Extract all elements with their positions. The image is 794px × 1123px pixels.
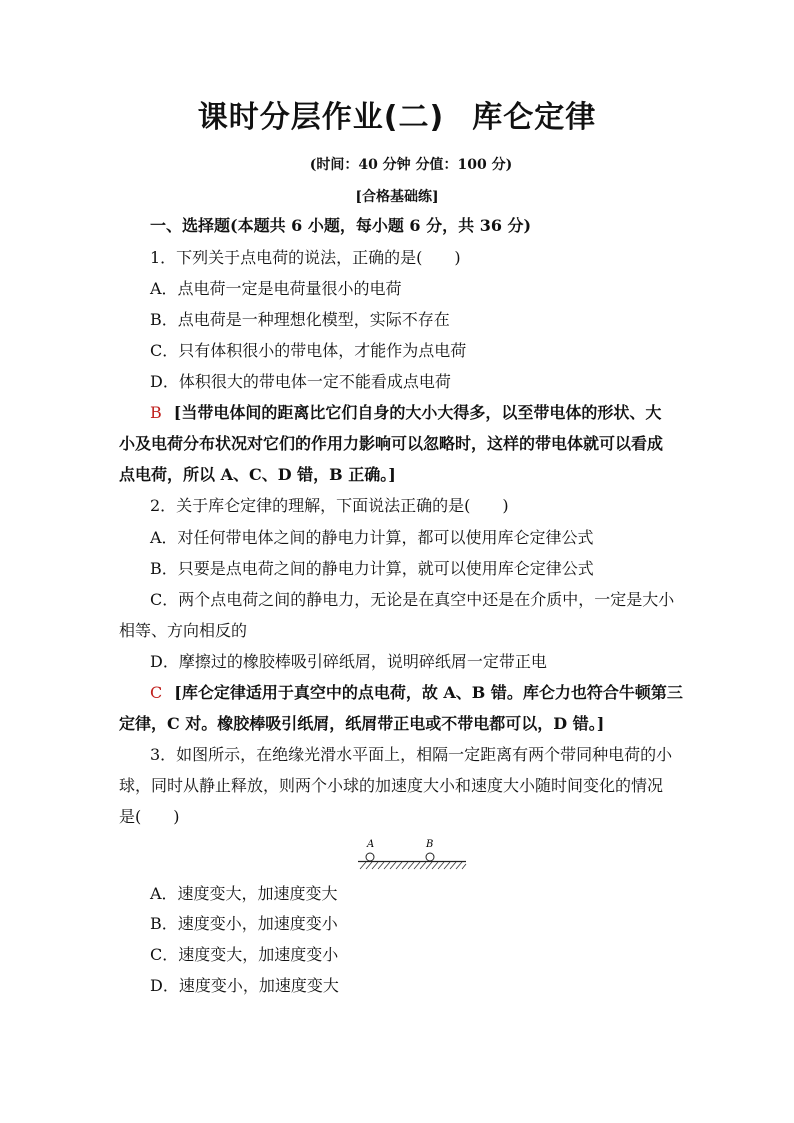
part-heading: 一、选择题(本题共 6 小题，每小题 6 分，共 36 分)	[150, 216, 532, 235]
q2-option-b: B．只要是点电荷之间的静电力计算，就可以使用库仑定律公式	[150, 559, 594, 578]
ball-a	[366, 853, 374, 861]
q1-option-b: B．点电荷是一种理想化模型，实际不存在	[150, 310, 450, 329]
q1-answer-line	[150, 403, 661, 423]
q3-option-a: A．速度变大，加速度变大	[150, 884, 338, 903]
q2-explanation-1: [库仑定律适用于真空中的点电荷，故 A、B 错。库仑力也符合牛顿第三	[174, 683, 683, 702]
q2-option-a: A．对任何带电体之间的静电力计算，都可以使用库仑定律公式	[150, 528, 594, 547]
section-heading: [合格基础练]	[355, 189, 439, 205]
q2-option-d: D．摩擦过的橡胶棒吸引碎纸屑，说明碎纸屑一定带正电	[150, 652, 547, 671]
q2-answer: C	[150, 683, 163, 702]
q2-answer-line	[150, 683, 683, 703]
q1-explanation-2: 小及电荷分布状况对它们的作用力影响可以忽略时，这样的带电体就可以看成	[119, 434, 664, 453]
q1-option-a: A．点电荷一定是电荷量很小的电荷	[150, 279, 402, 298]
q2-option-c-cont: 相等、方向相反的	[119, 621, 248, 640]
q1-explanation-3: 点电荷，所以 A、C、D 错，B 正确。]	[119, 465, 396, 484]
ball-b-label: B	[426, 839, 434, 850]
q3-stem-2: 球，同时从静止释放，则两个小球的加速度大小和速度大小随时间变化的情况	[119, 776, 664, 795]
q2-explanation-2: 定律，C 对。橡胶棒吸引纸屑，纸屑带正电或不带电都可以，D 错。]	[119, 714, 605, 733]
q1-option-d: D．体积很大的带电体一定不能看成点电荷	[150, 372, 451, 391]
q2-stem: 2．关于库仑定律的理解，下面说法正确的是( )	[150, 496, 509, 515]
q3-stem-3: 是( )	[119, 807, 180, 826]
q1-answer: B	[150, 403, 162, 422]
ball-a-label: A	[367, 839, 375, 850]
two-charged-balls-figure	[352, 838, 472, 872]
surface-hatching	[360, 862, 466, 869]
q3-option-d: D．速度变小，加速度变大	[150, 976, 339, 995]
ball-b	[426, 853, 434, 861]
q1-stem: 1．下列关于点电荷的说法，正确的是( )	[150, 248, 461, 267]
page-title	[0, 92, 794, 136]
q2-option-c: C．两个点电荷之间的静电力，无论是在真空中还是在介质中，一定是大小	[150, 590, 675, 609]
time-score-info: (时间：40 分钟 分值：100 分)	[309, 157, 513, 173]
q1-explanation-1: [当带电体间的距离比它们自身的大小大得多，以至带电体的形状、大	[173, 403, 662, 422]
q3-option-b: B．速度变小，加速度变小	[150, 914, 338, 933]
title-topic: 库仑定律	[472, 100, 597, 135]
q1-option-c: C．只有体积很小的带电体，才能作为点电荷	[150, 341, 467, 360]
q3-option-c: C．速度变大，加速度变小	[150, 945, 339, 964]
q3-stem-1: 3．如图所示，在绝缘光滑水平面上，相隔一定距离有两个带同种电荷的小	[150, 745, 673, 764]
title-main: 课时分层作业(二)	[197, 100, 445, 135]
